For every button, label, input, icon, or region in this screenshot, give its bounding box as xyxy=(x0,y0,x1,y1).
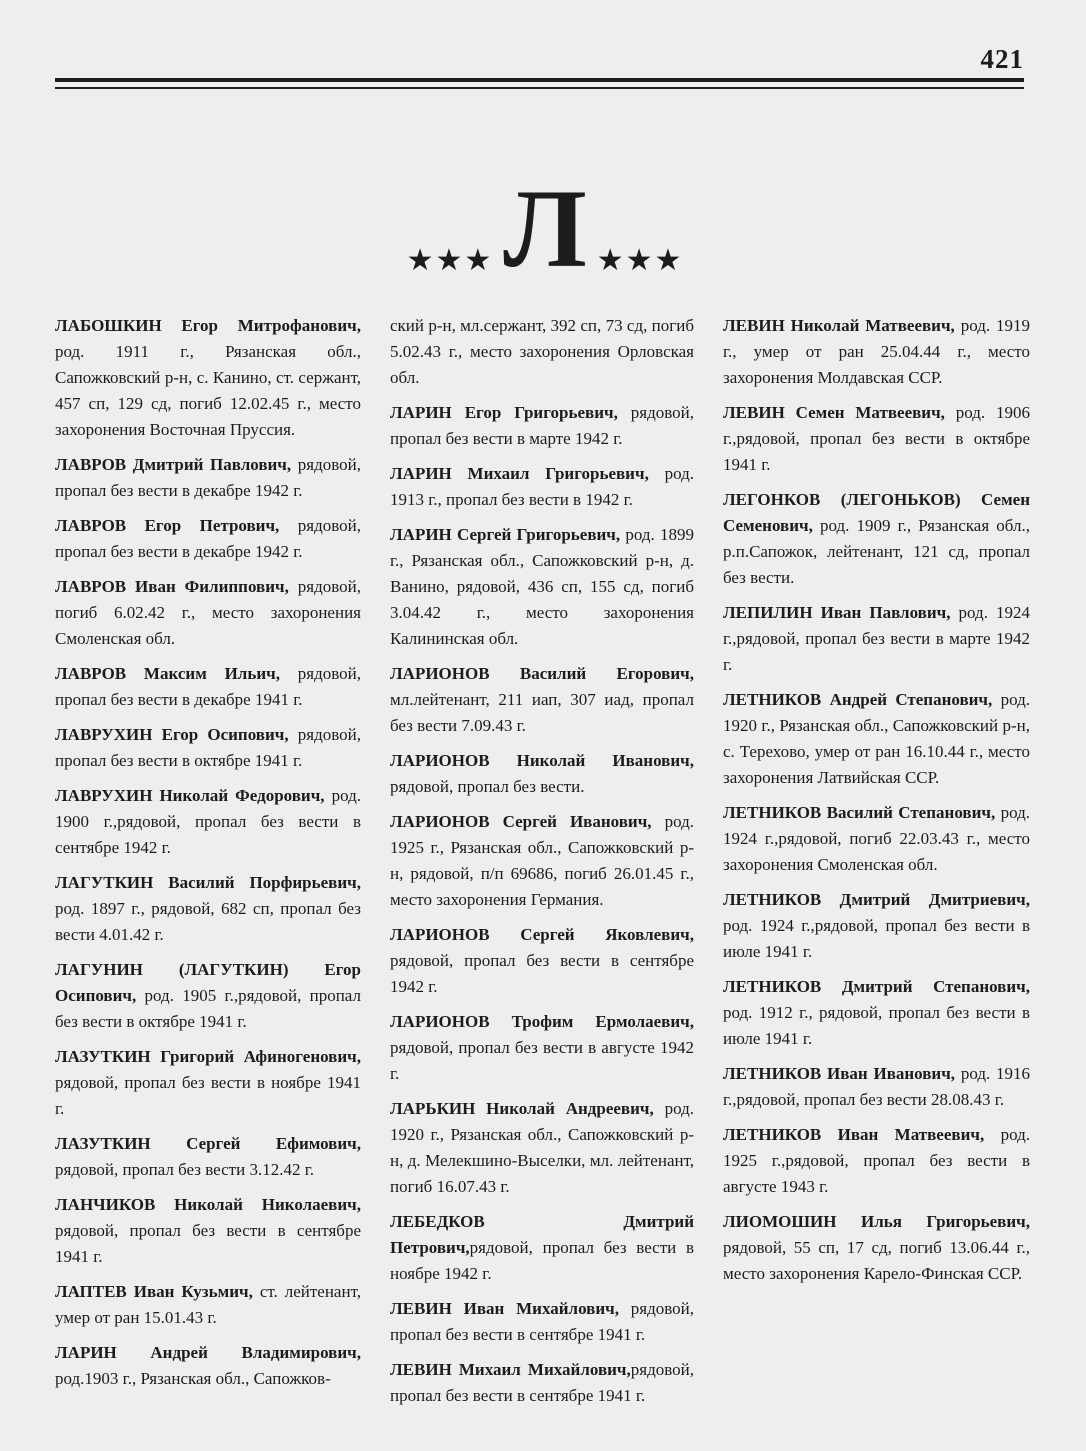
record-details: рядовой, 55 сп, 17 сд, погиб 13.06.44 г., место захоронения Карело-Финская ССР. xyxy=(723,1238,1030,1283)
record-details: род. 1912 г., рядовой, пропал без вести в июле 1941 г. xyxy=(723,1003,1030,1048)
record-name: ЛАЗУТКИН Григорий Афиногенович, xyxy=(55,1047,361,1066)
record-entry xyxy=(55,1192,361,1270)
record-details: род. 1897 г., рядовой, 682 сп, пропал без вести 4.01.42 г. xyxy=(55,899,361,944)
record-name: ЛАРИН Сергей Григорьевич, xyxy=(390,525,621,544)
record-entry xyxy=(723,687,1030,791)
record-details: рядовой, пропал без вести в марте 1942 г. xyxy=(390,403,694,448)
record-details: рядовой, пропал без вести в октябре 1941 г. xyxy=(55,725,361,770)
record-name: ЛАРИОНОВ Сергей Иванович, xyxy=(390,812,652,831)
record-details: рядовой, пропал без вести в сентябре 1941 г. xyxy=(390,1360,694,1405)
column-1 xyxy=(55,313,361,1401)
record-name: ЛЕВИН Николай Матвеевич, xyxy=(723,316,955,335)
record-details: рядовой, пропал без вести в декабре 1942 г. xyxy=(55,455,361,500)
record-entry xyxy=(55,661,361,713)
record-entry xyxy=(390,522,694,652)
record-name: ЛЕТНИКОВ Василий Степанович, xyxy=(723,803,996,822)
record-name: ЛАРИОНОВ Василий Егорович, xyxy=(390,664,694,683)
record-name: ЛЕБЕДКОВ Дмитрий Петрович, xyxy=(390,1212,694,1257)
record-name: ЛИОМОШИН Илья Григорьевич, xyxy=(723,1212,1030,1231)
record-name: ЛАПТЕВ Иван Кузьмич, xyxy=(55,1282,253,1301)
record-entry xyxy=(390,748,694,800)
record-details: род. 1924 г.,рядовой, пропал без вести в июле 1941 г. xyxy=(723,916,1030,961)
record-name: ЛАВРОВ Максим Ильич, xyxy=(55,664,280,683)
record-details: род. 1911 г., Рязанская обл., Сапожковский р-н, с. Канино, ст. сержант, 457 сп, 129 сд, погиб 12.02.45 г., место захоронения Восточная Пруссия. xyxy=(55,342,361,439)
record-details: род. 1909 г., Рязанская обл., р.п.Сапожок, лейтенант, 121 сд, пропал без вести. xyxy=(723,516,1030,587)
record-entry xyxy=(390,1357,694,1409)
record-name: ЛАРИОНОВ Николай Иванович, xyxy=(390,751,694,770)
record-name: ЛАБОШКИН Егор Митрофанович, xyxy=(55,316,361,335)
record-name: ЛЕТНИКОВ Иван Матвеевич, xyxy=(723,1125,985,1144)
record-entry xyxy=(55,574,361,652)
record-details: род. 1919 г., умер от ран 25.04.44 г., место захоронения Молдавская ССР. xyxy=(723,316,1030,387)
record-details: рядовой, пропал без вести в сентябре 1941 г. xyxy=(55,1221,361,1266)
record-name: ЛЕТНИКОВ Дмитрий Дмитриевич, xyxy=(723,890,1030,909)
record-details: рядовой, пропал без вести в ноябре 1942 г. xyxy=(390,1238,694,1283)
section-letter: Л xyxy=(503,167,587,292)
record-name: ЛЕГОНКОВ (ЛЕГОНЬКОВ) Семен Семенович, xyxy=(723,490,1030,535)
record-name: ЛАРИН Михаил Григорьевич, xyxy=(390,464,649,483)
record-entry xyxy=(390,461,694,513)
record-details: рядовой, пропал без вести. xyxy=(390,777,585,796)
record-details: ст. лейтенант, умер от ран 15.01.43 г. xyxy=(55,1282,361,1327)
column-3 xyxy=(723,313,1030,1296)
record-details: рядовой, пропал без вести в ноябре 1941 г. xyxy=(55,1073,361,1118)
record-entry xyxy=(723,1122,1030,1200)
record-name: ЛАВРОВ Дмитрий Павлович, xyxy=(55,455,292,474)
record-entry xyxy=(55,783,361,861)
record-details: род. 1900 г.,рядовой, пропал без вести в сентябре 1942 г. xyxy=(55,786,361,857)
record-details: род. 1925 г., Рязанская обл., Сапожковский р-н, рядовой, п/п 69686, погиб 26.01.45 г., место захоронения Германия. xyxy=(390,812,694,909)
record-entry xyxy=(55,1279,361,1331)
record-entry xyxy=(55,1044,361,1122)
record-name: ЛАРИН Егор Григорьевич, xyxy=(390,403,618,422)
record-details: рядовой, пропал без вести 3.12.42 г. xyxy=(55,1160,315,1179)
record-entry xyxy=(390,1009,694,1087)
record-details: род. 1905 г.,рядовой, пропал без вести в октябре 1941 г. xyxy=(55,986,361,1031)
record-name: ЛЕВИН Иван Михайлович, xyxy=(390,1299,619,1318)
column-2 xyxy=(390,313,694,1418)
record-details: рядовой, пропал без вести в декабре 1942 г. xyxy=(55,516,361,561)
header-rule-thin xyxy=(55,87,1024,89)
record-name: ЛАРИОНОВ Трофим Ермолаевич, xyxy=(390,1012,694,1031)
record-details: ский р-н, мл.сержант, 392 сп, 73 сд, погиб 5.02.43 г., место захоронения Орловская обл. xyxy=(390,316,694,387)
record-details: род. 1924 г.,рядовой, пропал без вести в марте 1942 г. xyxy=(723,603,1030,674)
record-name: ЛАРИН Андрей Владимирович, xyxy=(55,1343,361,1362)
record-details: рядовой, пропал без вести в сентябре 1942 г. xyxy=(390,951,694,996)
record-entry xyxy=(723,887,1030,965)
record-name: ЛЕТНИКОВ Дмитрий Степанович, xyxy=(723,977,1030,996)
record-entry xyxy=(723,974,1030,1052)
record-name: ЛАГУНИН (ЛАГУТКИН) Егор Осипович, xyxy=(55,960,361,1005)
record-entry xyxy=(55,870,361,948)
record-name: ЛАРИОНОВ Сергей Яковлевич, xyxy=(390,925,694,944)
record-details: род. 1899 г., Рязанская обл., Сапожковский р-н, д. Ванино, рядовой, 436 сп, 155 сд, погиб 3.04.42 г., место захоронения Калининская обл. xyxy=(390,525,694,648)
record-details: род. 1906 г.,рядовой, пропал без вести в октябре 1941 г. xyxy=(723,403,1030,474)
record-entry xyxy=(55,1340,361,1392)
record-entry xyxy=(390,400,694,452)
record-entry xyxy=(723,800,1030,878)
record-name: ЛАВРУХИН Егор Осипович, xyxy=(55,725,289,744)
record-name: ЛЕВИН Семен Матвеевич, xyxy=(723,403,945,422)
record-name: ЛАЗУТКИН Сергей Ефимович, xyxy=(55,1134,361,1153)
record-name: ЛАНЧИКОВ Николай Николаевич, xyxy=(55,1195,361,1214)
record-details: род.1903 г., Рязанская обл., Сапожков- xyxy=(55,1369,331,1388)
record-name: ЛАВРОВ Егор Петрович, xyxy=(55,516,280,535)
record-name: ЛАГУТКИН Василий Порфирьевич, xyxy=(55,873,361,892)
header-rule-thick xyxy=(55,78,1024,82)
record-entry xyxy=(390,809,694,913)
section-letter-heading xyxy=(390,167,700,292)
record-name: ЛАВРУХИН Николай Федорович, xyxy=(55,786,325,805)
record-details: род. 1920 г., Рязанская обл., Сапожковский р-н, д. Мелекшино-Выселки, мл. лейтенант, погиб 16.07.43 г. xyxy=(390,1099,694,1196)
record-entry xyxy=(723,400,1030,478)
record-entry xyxy=(723,313,1030,391)
record-name: ЛАВРОВ Иван Филиппович, xyxy=(55,577,289,596)
stars-left-icon: ★★★ xyxy=(406,244,494,277)
record-details: рядовой, погиб 6.02.42 г., место захоронения Смоленская обл. xyxy=(55,577,361,648)
record-details: рядовой, пропал без вести в сентябре 1941 г. xyxy=(390,1299,694,1344)
record-entry xyxy=(723,1209,1030,1287)
record-entry xyxy=(390,1096,694,1200)
record-entry xyxy=(723,487,1030,591)
record-details: род. 1924 г.,рядовой, погиб 22.03.43 г., место захоронения Смоленская обл. xyxy=(723,803,1030,874)
record-entry xyxy=(723,600,1030,678)
record-entry xyxy=(723,1061,1030,1113)
record-entry xyxy=(55,722,361,774)
record-name: ЛЕВИН Михаил Михайлович, xyxy=(390,1360,631,1379)
record-entry xyxy=(390,1209,694,1287)
record-entry xyxy=(390,922,694,1000)
record-name: ЛЕПИЛИН Иван Павлович, xyxy=(723,603,951,622)
record-entry xyxy=(390,1296,694,1348)
record-details: род. 1925 г.,рядовой, пропал без вести в августе 1943 г. xyxy=(723,1125,1030,1196)
record-entry xyxy=(55,313,361,443)
record-details: рядовой, пропал без вести в декабре 1941 г. xyxy=(55,664,361,709)
record-entry xyxy=(390,313,694,391)
stars-right-icon: ★★★ xyxy=(596,244,684,277)
record-details: мл.лейтенант, 211 иап, 307 иад, пропал без вести 7.09.43 г. xyxy=(390,690,694,735)
record-name: ЛЕТНИКОВ Иван Иванович, xyxy=(723,1064,956,1083)
record-name: ЛЕТНИКОВ Андрей Степанович, xyxy=(723,690,993,709)
page-number: 421 xyxy=(980,44,1024,74)
record-entry xyxy=(390,661,694,739)
record-entry xyxy=(55,513,361,565)
record-details: род. 1920 г., Рязанская обл., Сапожковский р-н, с. Терехово, умер от ран 16.10.44 г., место захоронения Латвийская ССР. xyxy=(723,690,1030,787)
record-entry xyxy=(55,1131,361,1183)
record-details: рядовой, пропал без вести в августе 1942 г. xyxy=(390,1038,694,1083)
record-entry xyxy=(55,452,361,504)
record-details: род. 1913 г., пропал без вести в 1942 г. xyxy=(390,464,694,509)
record-name: ЛАРЬКИН Николай Андреевич, xyxy=(390,1099,654,1118)
record-entry xyxy=(55,957,361,1035)
record-details: род. 1916 г.,рядовой, пропал без вести 28.08.43 г. xyxy=(723,1064,1030,1109)
